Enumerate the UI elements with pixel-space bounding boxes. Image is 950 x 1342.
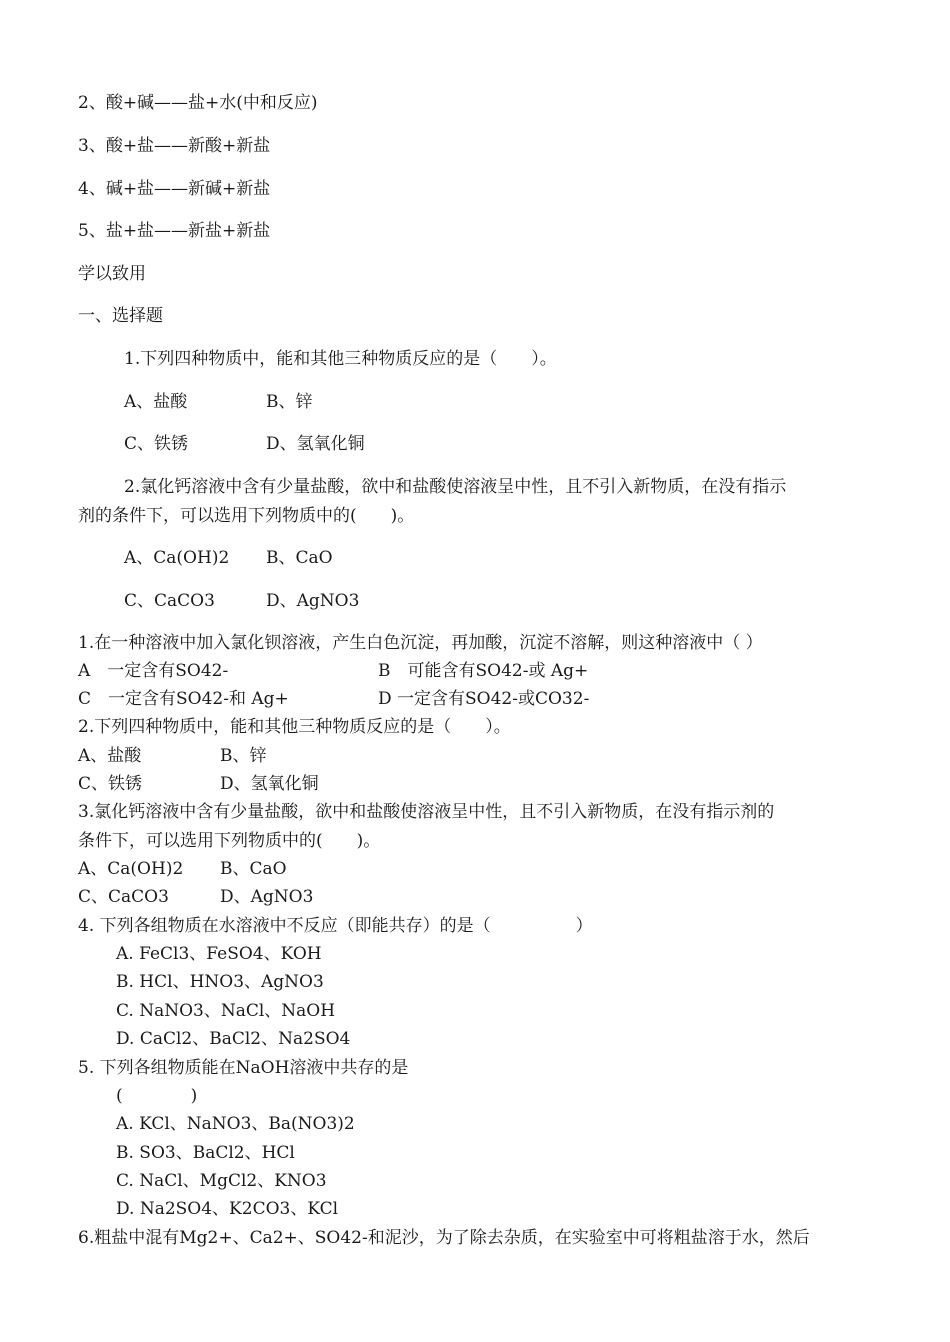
q1-option-c: C、铁锈 — [124, 434, 189, 454]
reaction-4: 4、碱+盐——新碱+新盐 — [78, 179, 271, 199]
q2-option-d: D、AgNO3 — [266, 591, 360, 611]
s2-q5-option-d: D. Na2SO4、K2CO3、KCl — [116, 1199, 339, 1219]
q2-stem-line2: 剂的条件下，可以选用下列物质中的( )。 — [78, 506, 415, 526]
s2-q1-stem: 1.在一种溶液中加入氯化钡溶液，产生白色沉淀，再加酸，沉淀不溶解，则这种溶液中（ ） — [78, 633, 763, 653]
s2-q1-option-a: A 一定含有SO42- — [78, 661, 229, 681]
s2-q3-stem-line2: 条件下，可以选用下列物质中的( )。 — [78, 831, 381, 851]
s2-q3-option-b: B、CaO — [220, 859, 287, 879]
part-title: 一、选择题 — [78, 306, 163, 326]
s2-q2-stem: 2.下列四种物质中，能和其他三种物质反应的是（ ）。 — [78, 717, 511, 737]
q1-stem: 1.下列四种物质中，能和其他三种物质反应的是（ ）。 — [124, 349, 557, 369]
q1-option-b: B、锌 — [266, 392, 313, 412]
q1-option-a: A、盐酸 — [124, 392, 188, 412]
q2-stem-line1: 2.氯化钙溶液中含有少量盐酸，欲中和盐酸使溶液呈中性，且不引入新物质，在没有指示 — [124, 477, 787, 497]
q2-option-b: B、CaO — [266, 548, 333, 568]
s2-q3-option-a: A、Ca(OH)2 — [78, 859, 184, 879]
reaction-2: 2、酸+碱——盐+水(中和反应) — [78, 93, 318, 113]
q2-option-c: C、CaCO3 — [124, 591, 215, 611]
s2-q4-option-b: B. HCl、HNO3、AgNO3 — [116, 972, 324, 992]
q2-option-a: A、Ca(OH)2 — [124, 548, 230, 568]
s2-q4-option-d: D. CaCl2、BaCl2、Na2SO4 — [116, 1029, 351, 1049]
s2-q3-option-c: C、CaCO3 — [78, 887, 169, 907]
s2-q1-option-b: B 可能含有SO42-或 Ag+ — [378, 661, 589, 681]
s2-q4-option-c: C. NaNO3、NaCl、NaOH — [116, 1001, 336, 1021]
s2-q4-option-a: A. FeCl3、FeSO4、KOH — [116, 944, 322, 964]
s2-q5-option-a: A. KCl、NaNO3、Ba(NO3)2 — [116, 1114, 355, 1134]
q1-option-d: D、氢氧化铜 — [266, 434, 365, 454]
s2-q5-option-b: B. SO3、BaCl2、HCl — [116, 1143, 295, 1163]
s2-q4-stem: 4. 下列各组物质在水溶液中不反应（即能共存）的是（ ） — [78, 916, 593, 936]
s2-q2-option-c: C、铁锈 — [78, 774, 143, 794]
s2-q2-option-a: A、盐酸 — [78, 746, 142, 766]
section-title: 学以致用 — [78, 264, 146, 284]
s2-q2-option-d: D、氢氧化铜 — [220, 774, 319, 794]
reaction-5: 5、盐+盐——新盐+新盐 — [78, 221, 271, 241]
s2-q3-option-d: D、AgNO3 — [220, 887, 314, 907]
s2-q3-stem-line1: 3.氯化钙溶液中含有少量盐酸，欲中和盐酸使溶液呈中性，且不引入新物质，在没有指示剂的 — [78, 802, 775, 822]
s2-q6-stem: 6.粗盐中混有Mg2+、Ca2+、SO42-和泥沙，为了除去杂质，在实验室中可将粗盐溶于水，然后 — [78, 1228, 810, 1248]
s2-q2-option-b: B、锌 — [220, 746, 267, 766]
reaction-3: 3、酸+盐——新酸+新盐 — [78, 136, 271, 156]
s2-q1-option-d: D 一定含有SO42-或CO32- — [378, 689, 590, 709]
s2-q5-stem: 5. 下列各组物质能在NaOH溶液中共存的是 — [78, 1058, 409, 1078]
s2-q5-option-c: C. NaCl、MgCl2、KNO3 — [116, 1171, 327, 1191]
s2-q1-option-c: C 一定含有SO42-和 Ag+ — [78, 689, 289, 709]
s2-q5-paren: ( ) — [116, 1086, 198, 1106]
